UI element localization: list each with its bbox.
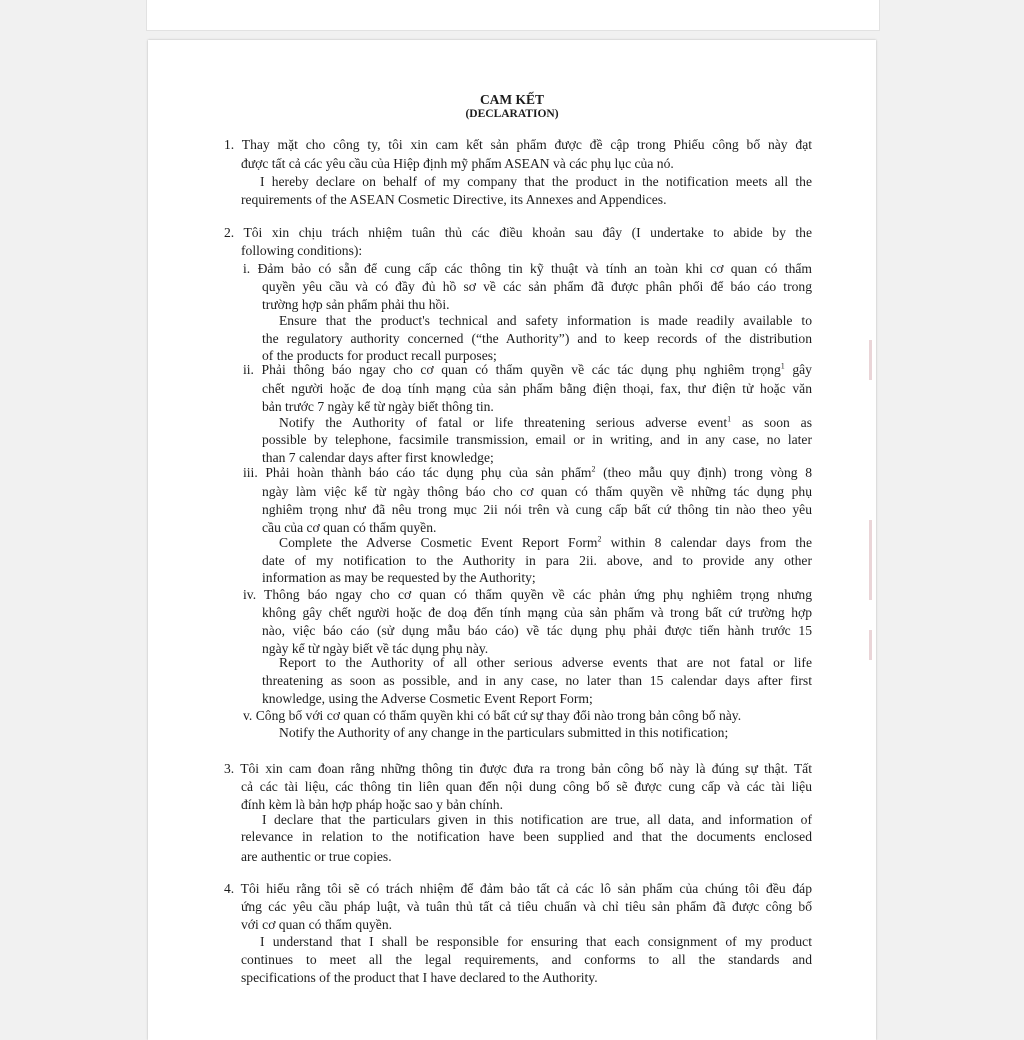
text-line	[243, 260, 812, 277]
text-line-continuation: within 8 calendar days from the	[601, 535, 812, 550]
text-line-content: iv. Thông báo ngay cho cơ quan có thẩm quyền về các phản ứng phụ nghiêm trọng nhưng	[243, 587, 812, 602]
text-line	[262, 672, 812, 689]
previous-page-edge	[146, 0, 880, 31]
text-line-content: I understand that I shall be responsible for ensuring that each consignment of my product	[260, 934, 812, 949]
text-line-content: possible by telephone, facsimile transmission, email or in writing, and in any case, no later	[262, 432, 812, 447]
text-line	[262, 552, 812, 569]
text-line-content: following conditions):	[241, 243, 363, 258]
text-line	[262, 431, 812, 448]
document-page	[148, 40, 876, 1040]
text-line	[279, 414, 812, 431]
text-line	[262, 330, 812, 347]
text-line-content: date of my notification to the Authority in para 2ii. above, and to provide any other	[262, 553, 812, 568]
text-line	[243, 464, 812, 481]
text-line-content: than 7 calendar days after first knowledge;	[262, 450, 494, 465]
text-line-content: of the products for product recall purposes;	[262, 348, 497, 363]
text-line	[241, 242, 362, 259]
footnote-marker: 2	[597, 534, 602, 544]
text-line	[279, 534, 812, 551]
text-line	[241, 898, 812, 915]
text-line-content: quyền yêu cầu và có đầy đủ hồ sơ về các sản phẩm đã được phân phối để báo cáo trong	[262, 279, 812, 294]
scan-mark	[869, 630, 872, 660]
text-line	[262, 380, 812, 397]
text-line	[241, 828, 812, 845]
text-line-continuation: (theo mẫu quy định) trong vòng 8	[595, 465, 812, 480]
text-line	[262, 622, 812, 639]
text-line-content: nghiêm trọng như đã nêu trong mục 2ii nói trên và cung cấp bất cứ thông tin nào theo yêu	[262, 502, 812, 517]
text-line-content: threatening as soon as possible, and in any case, no later than 15 calendar days after first	[262, 673, 812, 688]
text-line-content: I hereby declare on behalf of my company that the product in the notification meets all the	[260, 174, 812, 189]
text-line	[241, 969, 598, 986]
text-line	[260, 933, 812, 950]
text-line-content: 1. Thay mặt cho công ty, tôi xin cam kết sản phẩm được đề cập trong Phiếu công bố này đạt	[224, 137, 812, 152]
text-line-content: Ensure that the product's technical and safety information is made readily available to	[279, 313, 812, 328]
text-line-content: 2. Tôi xin chịu trách nhiệm tuân thủ các điều khoản sau đây (I undertake to abide by the	[224, 225, 812, 240]
text-line	[243, 586, 812, 603]
text-line-content: ngày kể từ ngày biết về tác dụng phụ này.	[262, 641, 489, 656]
text-line-content: đính kèm là bản hợp pháp hoặc sao y bản chính.	[241, 797, 504, 812]
footnote-marker: 1	[780, 361, 785, 371]
text-line-content: I declare that the particulars given in this notification are true, all data, and information of	[262, 812, 812, 827]
text-line-content: 3. Tôi xin cam đoan rằng những thông tin được đưa ra trong bản công bố này là đúng sự thật. Tất	[224, 761, 812, 776]
text-line	[279, 312, 812, 329]
text-line-content: i. Đảm bảo có sẵn để cung cấp các thông tin kỹ thuật và tính an toàn khi cơ quan có thẩm	[243, 261, 812, 276]
text-line	[262, 569, 536, 586]
text-line	[262, 278, 812, 295]
text-line	[262, 604, 812, 621]
text-line-content: ii. Phải thông báo ngay cho cơ quan có thẩm quyền về các tác dụng phụ nghiêm trọng	[243, 362, 781, 377]
text-line	[262, 690, 593, 707]
text-line	[262, 811, 812, 828]
text-line-content: ứng các yêu cầu pháp luật, và tuân thủ tất cả tiêu chuẩn và chỉ tiêu sản phẩm đã được công bố	[241, 899, 812, 914]
text-line	[279, 724, 728, 741]
text-line	[224, 136, 812, 153]
text-line	[279, 654, 812, 671]
text-line-content: are authentic or true copies.	[241, 849, 392, 864]
text-line-content: Notify the Authority of any change in the particulars submitted in this notification;	[279, 725, 729, 740]
text-line-content: requirements of the ASEAN Cosmetic Directive, its Annexes and Appendices.	[241, 192, 667, 207]
text-line	[243, 707, 741, 724]
text-line-content: cả các tài liệu, các thông tin liên quan đến nội dung công bố sẽ được cung cấp và các tài liệu	[241, 779, 812, 794]
text-line-content: Report to the Authority of all other serious adverse events that are not fatal or life	[279, 655, 812, 670]
text-line-content: bản trước 7 ngày kể từ ngày biết thông tin.	[262, 399, 494, 414]
text-line-content: được tất cả các yêu cầu của Hiệp định mỹ phẩm ASEAN và các phụ lục của nó.	[241, 156, 674, 171]
text-line-content: Notify the Authority of fatal or life threatening serious adverse event	[279, 415, 728, 430]
text-line-content: Complete the Adverse Cosmetic Event Report Form	[279, 535, 598, 550]
text-line	[241, 951, 812, 968]
text-line	[262, 501, 812, 518]
text-line-content: 4. Tôi hiểu rằng tôi sẽ có trách nhiệm để đảm bảo tất cả các lô sản phẩm của chúng tôi đều đáp	[224, 881, 812, 896]
text-line-continuation: as soon as	[731, 415, 812, 430]
text-line	[241, 848, 392, 865]
text-line-content: trường hợp sản phẩm phải thu hồi.	[262, 297, 450, 312]
text-line-content: knowledge, using the Adverse Cosmetic Event Report Form;	[262, 691, 593, 706]
text-line	[260, 173, 812, 190]
text-line-continuation: gây	[784, 362, 812, 377]
scan-mark	[869, 340, 872, 380]
text-line	[241, 916, 392, 933]
text-line	[224, 224, 812, 241]
text-line	[224, 760, 812, 777]
text-line-content: ngày làm việc kể từ ngày thông báo cho cơ quan có thẩm quyền về những tác dụng phụ	[262, 484, 812, 499]
document-title: CAM KẾT	[479, 92, 545, 107]
text-line-content: không gây chết người hoặc đe doạ đến tính mạng của sản phẩm và trong bất cứ trường hợp	[262, 605, 812, 620]
text-line-content: specifications of the product that I have declared to the Authority.	[241, 970, 598, 985]
text-line	[262, 296, 450, 313]
text-line-content: với cơ quan có thẩm quyền.	[241, 917, 393, 932]
text-line	[262, 398, 494, 415]
text-line	[243, 361, 812, 378]
text-line	[241, 155, 674, 172]
text-line	[241, 191, 666, 208]
text-line-content: relevance in relation to the notification have been supplied and that the documents enclosed	[241, 829, 812, 844]
text-line-content: information as may be requested by the Authority;	[262, 570, 536, 585]
document-subtitle: (DECLARATION)	[465, 108, 559, 120]
text-line-content: iii. Phải hoàn thành báo cáo tác dụng phụ của sản phẩm	[243, 465, 592, 480]
text-line-content: v. Công bố với cơ quan có thẩm quyền khi có bất cứ sự thay đổi nào trong bản công bố này.	[243, 708, 742, 723]
text-line-content: cầu của cơ quan có thẩm quyền.	[262, 520, 437, 535]
text-line-content: the regulatory authority concerned (“the Authority”) and to keep records of the distribution	[262, 331, 812, 346]
scan-mark	[869, 520, 872, 600]
text-line-content: chết người hoặc đe doạ tính mạng của sản phẩm bằng điện thoại, fax, thư điện tử hoặc văn	[262, 381, 812, 396]
footnote-marker: 1	[727, 414, 732, 424]
text-line	[241, 778, 812, 795]
text-line	[262, 483, 812, 500]
text-line-content: continues to meet all the legal requirements, and conforms to all the standards and	[241, 952, 812, 967]
text-line-content: nào, việc báo cáo (sử dụng mẫu báo cáo) về tác dụng phụ phải được tiến hành trước 15	[262, 623, 812, 638]
footnote-marker: 2	[591, 464, 596, 474]
text-line	[224, 880, 812, 897]
